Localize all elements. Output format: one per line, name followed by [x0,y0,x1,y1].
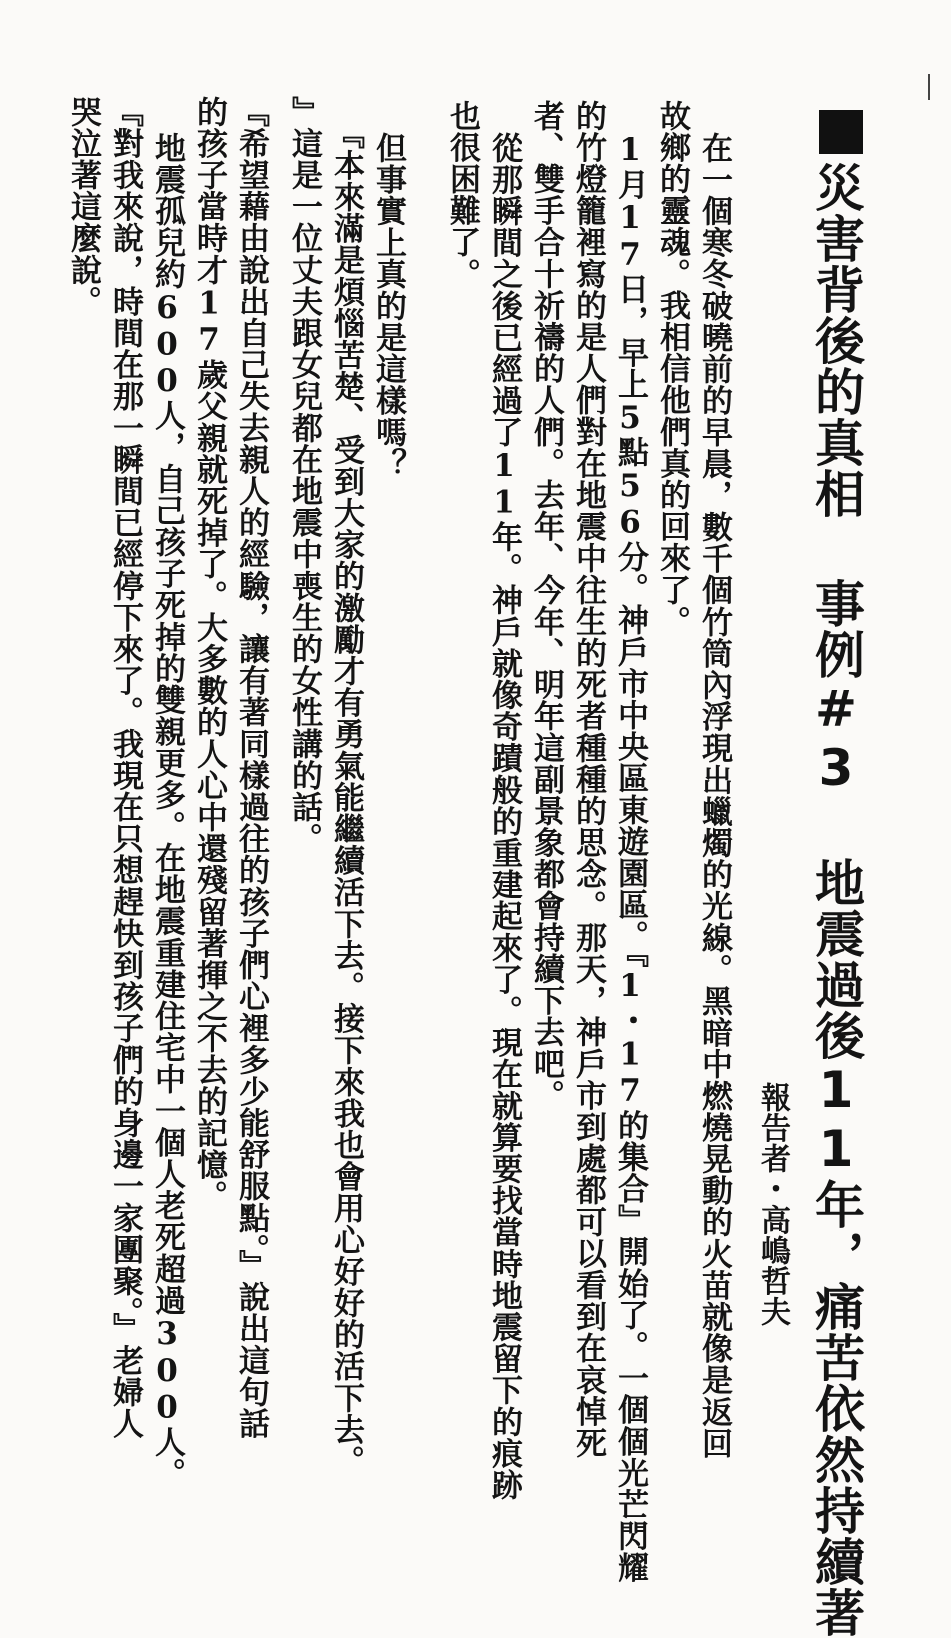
body-column-8: 但事實上真的是這樣嗎？ [370,132,406,480]
body-column-7: 也很困難了。 [444,100,480,290]
body-column-2: 故鄉的靈魂。我相信他們真的回來了。 [654,100,690,638]
body-column-3: 1月17日，早上5點56分。神戶市中央區東遊園區。『1・17的集合』開始了。一個個光芒閃耀 [612,132,648,1584]
body-column-15: 哭泣著這麼說。 [65,96,101,318]
body-column-5: 者、雙手合十祈禱的人們。去年、今年、明年這副景象都會持續下去吧。 [528,100,564,1112]
article-title: 災害背後的真相 事例#3 地震過後11年，痛苦依然持續著 [807,162,865,1638]
body-column-10: 』這是一位丈夫跟女兒都在地震中喪生的女性講的話。 [286,96,322,855]
body-column-9: 『本來滿是煩惱苦楚、受到大家的激勵才有勇氣能繼續活下去。接下來我也會用心好好的活下去。 [328,118,364,1477]
body-column-13: 地震孤兒約600人，自己孩子死掉的雙親更多。在地震重建住宅中一個人老死超過300人。 [149,132,185,1490]
title-square-bullet-icon [819,110,863,154]
body-column-12: 的孩子當時才17歲父親就死掉了。大多數的人心中還殘留著揮之不去的記憶。 [191,96,227,1212]
body-column-1: 在一個寒冬破曉前的早晨，數千個竹筒內浮現出蠟燭的光線。黑暗中燃燒晃動的火苗就像是返回 [696,132,732,1460]
body-column-14: 『對我來說，時間在那一瞬間已經停下來了。我現在只想趕快到孩子們的身邊一家團聚。』老婦人 [107,96,143,1440]
body-column-6: 從那瞬間之後已經過了11年。神戶就像奇蹟般的重建起來了。現在就算要找當時地震留下的痕跡 [486,132,522,1501]
page-edge-mark [928,74,930,100]
body-column-4: 的竹燈籠裡寫的是人們對在地震中往生的死者種種的思念。那天，神戶市到處都可以看到在哀悼死 [570,100,606,1459]
reporter-byline: 報告者・高嶋哲夫 [755,1082,790,1327]
body-column-11: 『希望藉由說出自己失去親人的經驗，讓有著同樣過往的孩子們心裡多少能舒服點。』說出這句話 [233,96,269,1440]
